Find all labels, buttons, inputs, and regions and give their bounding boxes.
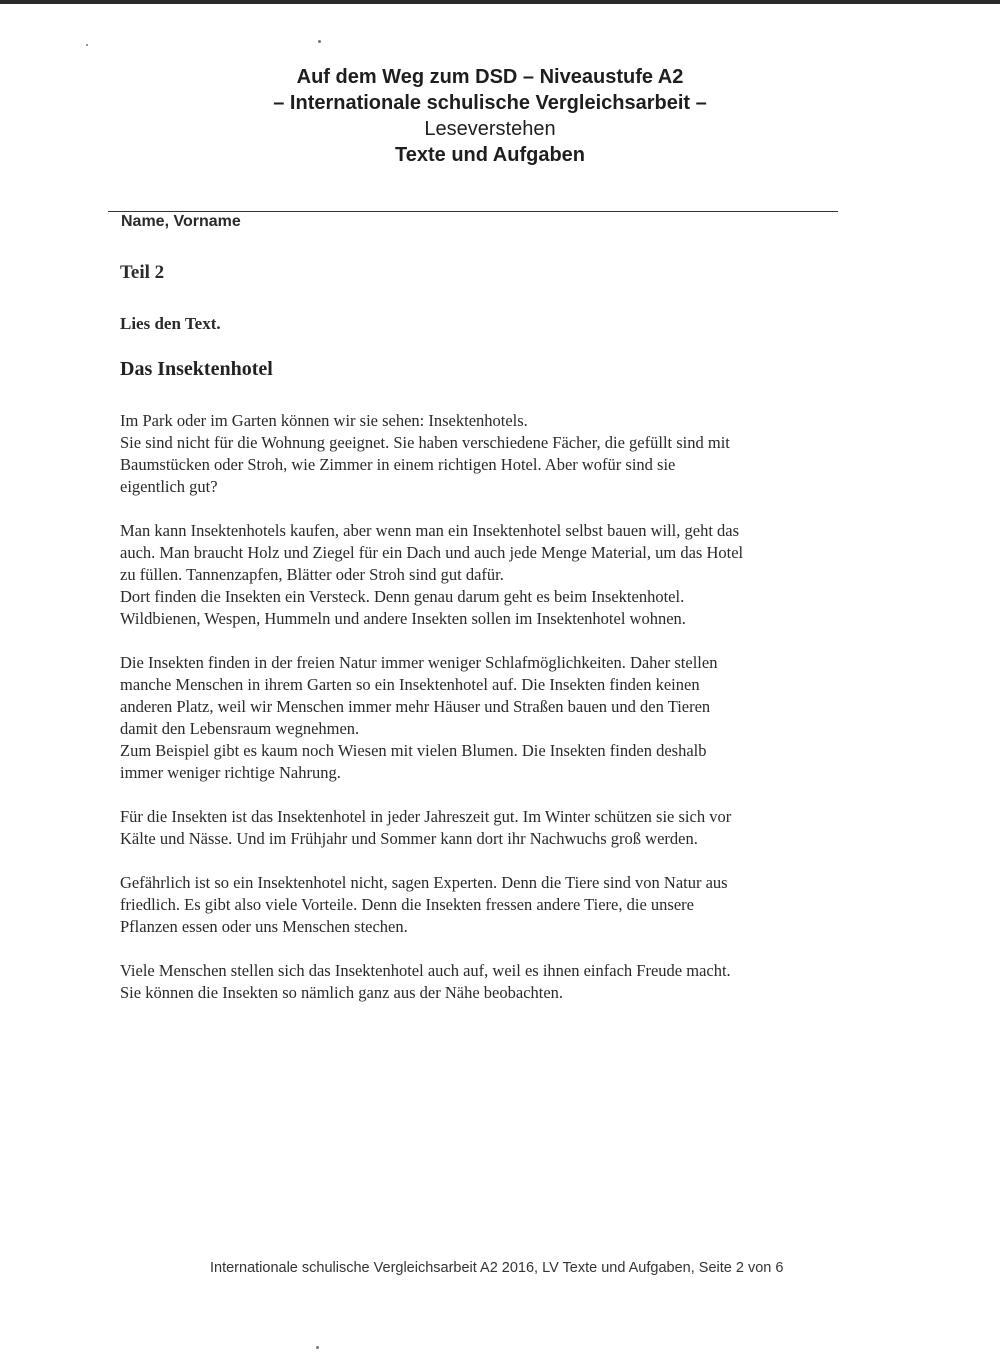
text-line: Sie sind nicht für die Wohnung geeignet. Sie haben verschiedene Fächer, die gefüllt sind mit — [120, 433, 730, 452]
paragraph — [120, 806, 865, 850]
name-label: Name, Vorname — [121, 213, 241, 230]
text-body — [120, 410, 865, 1026]
header-title: Auf dem Weg zum DSD – Niveaustufe A2 — [296, 66, 684, 88]
text-line: friedlich. Es gibt also viele Vorteile. Denn die Insekten fressen andere Tiere, die unsere — [120, 895, 694, 914]
header-subtitle: – Internationale schulische Vergleichsarbeit – — [273, 92, 707, 114]
text-line: Im Park oder im Garten können wir sie sehen: Insektenhotels. — [120, 411, 528, 430]
header-section: Leseverstehen — [424, 118, 556, 140]
scan-top-edge — [0, 0, 1000, 4]
text-line: anderen Platz, weil wir Menschen immer mehr Häuser und Straßen bauen und den Tieren — [120, 697, 711, 716]
text-line: Man kann Insektenhotels kaufen, aber wenn man ein Insektenhotel selbst bauen will, geht das — [120, 521, 740, 540]
header-heading: Texte und Aufgaben — [395, 144, 585, 166]
instruction: Lies den Text. — [120, 314, 221, 333]
scan-speck — [318, 40, 321, 43]
text-line: Dort finden die Insekten ein Versteck. Denn genau darum geht es beim Insektenhotel. — [120, 587, 685, 606]
page-footer: Internationale schulische Vergleichsarbeit A2 2016, LV Texte und Aufgaben, Seite 2 von 6 — [210, 1260, 784, 1276]
scan-speck — [86, 44, 88, 46]
text-line: Zum Beispiel gibt es kaum noch Wiesen mit vielen Blumen. Die Insekten finden deshalb — [120, 741, 707, 760]
text-line: Für die Insekten ist das Insektenhotel in jeder Jahreszeit gut. Im Winter schützen sie sich vor — [120, 807, 732, 826]
paragraph — [120, 520, 865, 630]
paragraph — [120, 652, 865, 784]
text-line: eigentlich gut? — [120, 477, 218, 496]
paragraph — [120, 960, 865, 1004]
text-line: immer weniger richtige Nahrung. — [120, 763, 341, 782]
name-line — [108, 211, 838, 212]
text-line: zu füllen. Tannenzapfen, Blätter oder Stroh sind gut dafür. — [120, 565, 504, 584]
text-line: Die Insekten finden in der freien Natur immer weniger Schlafmöglichkeiten. Daher stellen — [120, 653, 718, 672]
document-header — [120, 64, 860, 168]
text-title: Das Insektenhotel — [120, 358, 273, 380]
paragraph — [120, 872, 865, 938]
text-line: Pflanzen essen oder uns Menschen stechen. — [120, 917, 408, 936]
text-line: damit den Lebensraum wegnehmen. — [120, 719, 360, 738]
scan-speck — [316, 1346, 319, 1349]
paragraph — [120, 410, 865, 498]
text-line: auch. Man braucht Holz und Ziegel für ein Dach und auch jede Menge Material, um das Hotel — [120, 543, 744, 562]
text-line: Sie können die Insekten so nämlich ganz aus der Nähe beobachten. — [120, 983, 564, 1002]
text-line: Kälte und Nässe. Und im Frühjahr und Sommer kann dort ihr Nachwuchs groß werden. — [120, 829, 698, 848]
text-line: Gefährlich ist so ein Insektenhotel nicht, sagen Experten. Denn die Tiere sind von Natur aus — [120, 873, 728, 892]
part-label: Teil 2 — [120, 262, 165, 283]
text-line: Viele Menschen stellen sich das Insektenhotel auch auf, weil es ihnen einfach Freude macht. — [120, 961, 731, 980]
text-line: manche Menschen in ihrem Garten so ein Insektenhotel auf. Die Insekten finden keinen — [120, 675, 700, 694]
text-line: Wildbienen, Wespen, Hummeln und andere Insekten sollen im Insektenhotel wohnen. — [120, 609, 686, 628]
text-line: Baumstücken oder Stroh, wie Zimmer in einem richtigen Hotel. Aber wofür sind sie — [120, 455, 676, 474]
